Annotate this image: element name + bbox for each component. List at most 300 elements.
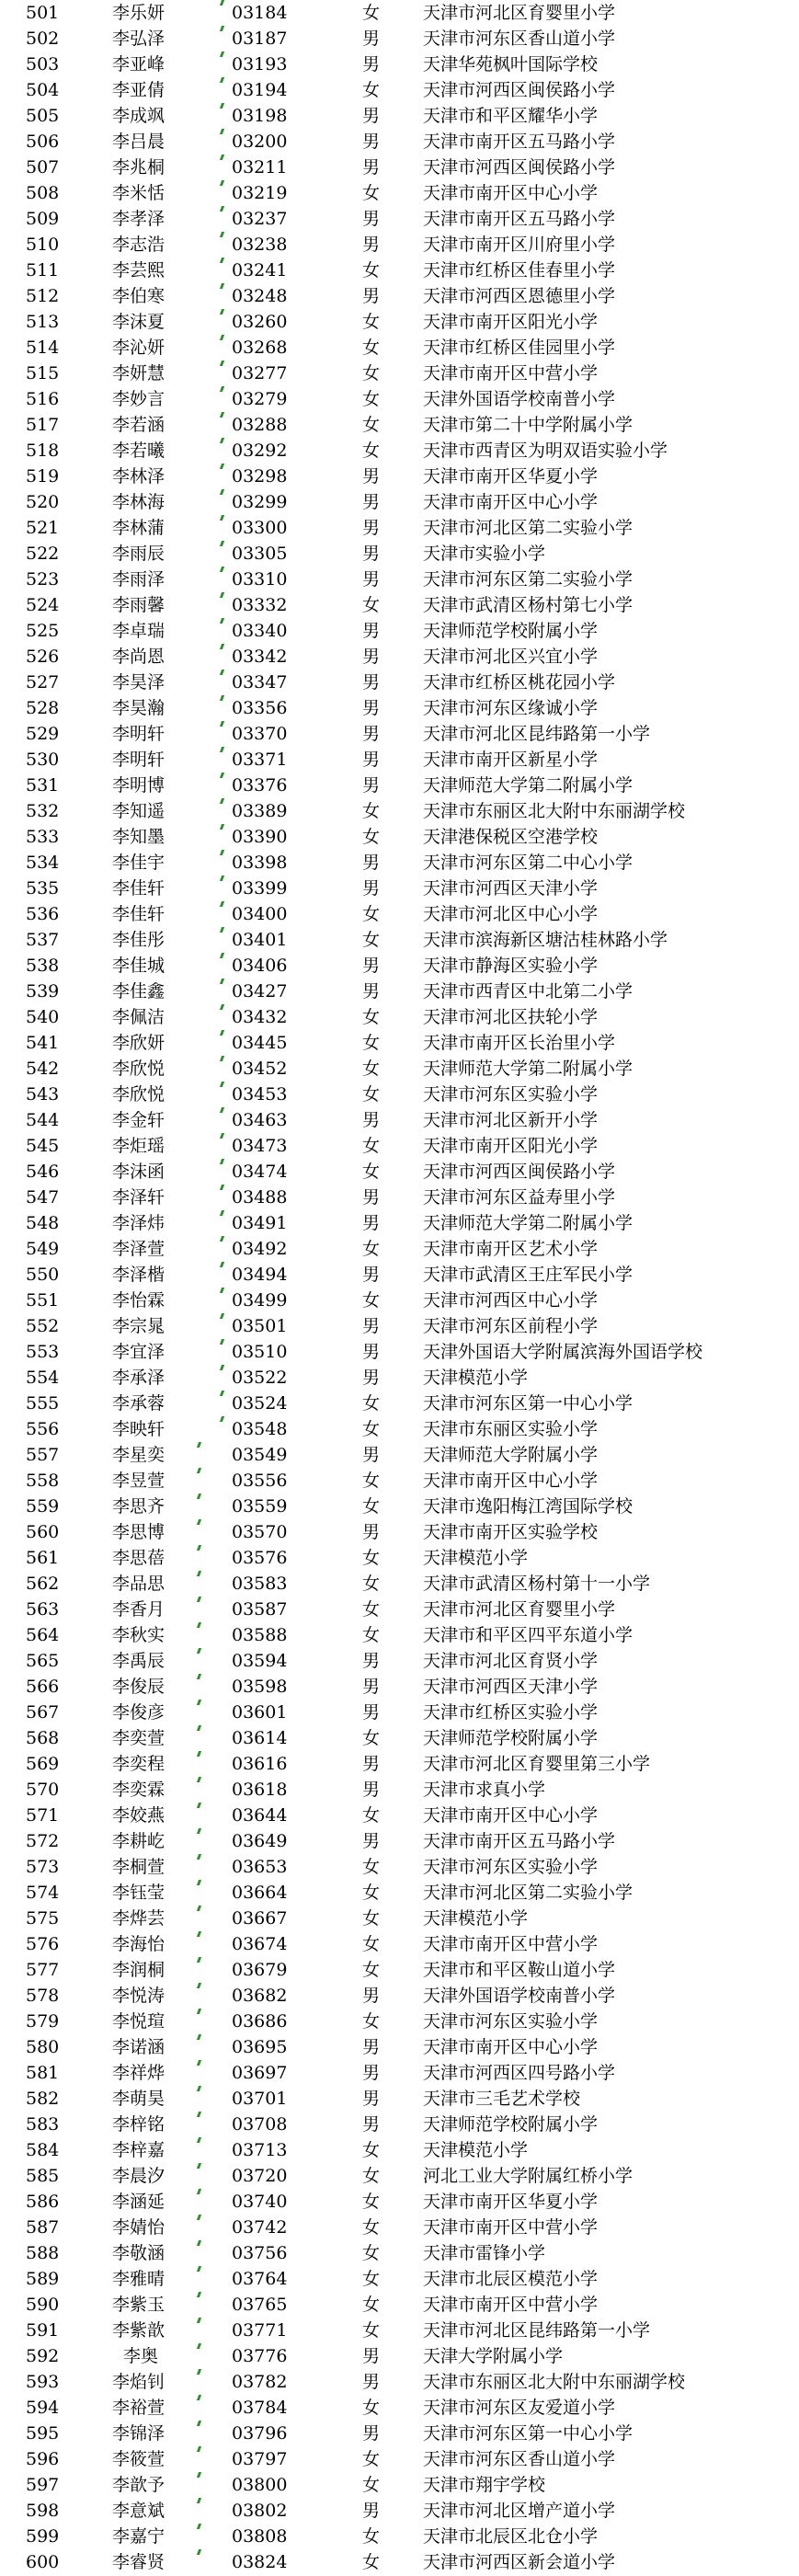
student-name: 李兆桐: [112, 157, 166, 177]
cell-marker-icon: [197, 2369, 201, 2375]
student-name: 李锦泽: [112, 2423, 166, 2444]
student-id: 03300: [232, 518, 288, 538]
table-row: [0, 386, 799, 412]
table-row: [0, 2421, 799, 2446]
student-gender: 女: [362, 2192, 381, 2212]
table-row: [0, 541, 799, 567]
student-id: 03219: [232, 183, 288, 203]
school-name: 天津市武清区杨村第七小学: [423, 595, 633, 615]
student-name: 李妙言: [112, 389, 166, 409]
row-number: 595: [26, 2423, 60, 2444]
school-name: 天津师范大学第二附属小学: [423, 1059, 633, 1079]
table-row: [0, 0, 799, 26]
cell-marker-icon: [220, 979, 224, 984]
cell-marker-icon: [220, 335, 224, 340]
table-row: [0, 876, 799, 901]
school-name: 河北工业大学附属红桥小学: [423, 2166, 633, 2186]
student-gender: 女: [362, 2449, 381, 2469]
row-number: 527: [26, 672, 60, 693]
row-number: 578: [26, 1986, 60, 2006]
school-name: 天津市南开区实验学校: [423, 1522, 599, 1542]
cell-marker-icon: [197, 1442, 201, 1448]
student-id: 03674: [232, 1934, 288, 1954]
table-row: [0, 824, 799, 850]
student-id: 03653: [232, 1857, 288, 1877]
student-gender: 女: [362, 1934, 381, 1954]
student-name: 李意斌: [112, 2501, 166, 2521]
table-row: [0, 2446, 799, 2472]
row-number: 501: [26, 3, 60, 23]
school-name: 天津市南开区阳光小学: [423, 1136, 599, 1156]
cell-marker-icon: [220, 541, 224, 546]
cell-marker-icon: [220, 798, 224, 804]
table-row: [0, 309, 799, 335]
cell-marker-icon: [220, 1339, 224, 1345]
student-name: 李志浩: [112, 235, 166, 255]
table-row: [0, 1751, 799, 1777]
student-name: 李吕晨: [112, 132, 166, 152]
student-name: 李雅晴: [112, 2269, 166, 2289]
row-number: 507: [26, 157, 60, 177]
row-number: 530: [26, 750, 60, 770]
school-name: 天津市南开区中心小学: [423, 2037, 599, 2057]
row-number: 569: [26, 1754, 60, 1774]
row-number: 592: [26, 2346, 60, 2366]
student-name: 李雨辰: [112, 544, 166, 564]
cell-marker-icon: [197, 1906, 201, 1911]
row-number: 561: [26, 1548, 60, 1568]
school-name: 天津市河东区香山道小学: [423, 29, 616, 49]
student-name: 李昊泽: [112, 672, 166, 693]
student-gender: 女: [362, 1162, 381, 1182]
row-number: 535: [26, 878, 60, 899]
student-name: 李卓瑞: [112, 621, 166, 641]
cell-marker-icon: [220, 1313, 224, 1319]
cell-marker-icon: [197, 1957, 201, 1963]
row-number: 541: [26, 1033, 60, 1053]
row-number: 587: [26, 2217, 60, 2238]
student-name: 李思齐: [112, 1496, 166, 1517]
school-name: 天津市河北区兴宜小学: [423, 647, 599, 667]
student-name: 李悦涛: [112, 1986, 166, 2006]
row-number: 511: [26, 260, 60, 280]
cell-marker-icon: [220, 412, 224, 418]
student-gender: 男: [362, 2089, 381, 2109]
row-number: 560: [26, 1522, 60, 1542]
cell-marker-icon: [197, 2009, 201, 2014]
row-number: 572: [26, 1831, 60, 1851]
cell-marker-icon: [197, 2292, 201, 2297]
row-number: 580: [26, 2037, 60, 2057]
student-gender: 男: [362, 544, 381, 564]
cell-marker-icon: [197, 1854, 201, 1860]
table-row: [0, 464, 799, 489]
school-name: 天津市东丽区北大附中东丽湖学校: [423, 2372, 686, 2392]
student-name: 李泽炜: [112, 1213, 166, 1233]
student-gender: 男: [362, 981, 381, 1002]
student-id: 03549: [232, 1445, 288, 1465]
cell-marker-icon: [220, 464, 224, 469]
school-name: 天津市河东区实验小学: [423, 1857, 599, 1877]
student-name: 李睿贤: [112, 2552, 166, 2572]
row-number: 585: [26, 2166, 60, 2186]
row-number: 523: [26, 569, 60, 590]
table-row: [0, 1597, 799, 1622]
table-row: [0, 1725, 799, 1751]
table-row: [0, 180, 799, 206]
table-row: [0, 1391, 799, 1416]
cell-marker-icon: [197, 2060, 201, 2066]
table-row: [0, 1313, 799, 1339]
student-name: 李沫函: [112, 1162, 166, 1182]
student-gender: 女: [362, 2217, 381, 2238]
school-name: 天津市红桥区佳园里小学: [423, 338, 616, 358]
school-name: 天津市河西区四号路小学: [423, 2063, 616, 2083]
cell-marker-icon: [220, 670, 224, 675]
student-gender: 女: [362, 1084, 381, 1105]
student-id: 03288: [232, 415, 288, 435]
student-id: 03193: [232, 54, 288, 74]
school-name: 天津市河东区第二中心小学: [423, 853, 633, 873]
student-gender: 男: [362, 569, 381, 590]
student-id: 03376: [232, 775, 288, 796]
student-gender: 女: [362, 2320, 381, 2341]
student-id: 03491: [232, 1213, 288, 1233]
cell-marker-icon: [220, 1236, 224, 1242]
student-id: 03616: [232, 1754, 288, 1774]
row-number: 546: [26, 1162, 60, 1182]
student-gender: 女: [362, 1393, 381, 1414]
student-id: 03548: [232, 1419, 288, 1439]
student-name: 李祥烨: [112, 2063, 166, 2083]
student-id: 03713: [232, 2140, 288, 2160]
cell-marker-icon: [197, 2240, 201, 2246]
student-name: 李佩洁: [112, 1007, 166, 1027]
student-name: 李宗晁: [112, 1316, 166, 1336]
student-id: 03347: [232, 672, 288, 693]
student-gender: 女: [362, 1625, 381, 1645]
student-id: 03399: [232, 878, 288, 899]
student-gender: 男: [362, 492, 381, 512]
cell-marker-icon: [220, 309, 224, 315]
cell-marker-icon: [220, 232, 224, 237]
student-gender: 男: [362, 1265, 381, 1285]
student-name: 李雨泽: [112, 569, 166, 590]
student-gender: 男: [362, 698, 381, 718]
row-number: 548: [26, 1213, 60, 1233]
cell-marker-icon: [197, 2163, 201, 2169]
student-gender: 男: [362, 1986, 381, 2006]
school-name: 天津师范学校附属小学: [423, 621, 599, 641]
school-name: 天津市河西区闽侯路小学: [423, 1162, 616, 1182]
cell-marker-icon: [197, 2215, 201, 2220]
student-id: 03742: [232, 2217, 288, 2238]
student-name: 李芸熙: [112, 260, 166, 280]
row-number: 559: [26, 1496, 60, 1517]
student-id: 03583: [232, 1574, 288, 1594]
student-name: 李香月: [112, 1599, 166, 1620]
student-id: 03238: [232, 235, 288, 255]
school-name: 天津市南开区中营小学: [423, 363, 599, 384]
student-gender: 男: [362, 1702, 381, 1723]
student-id: 03292: [232, 441, 288, 461]
school-name: 天津市南开区中营小学: [423, 2295, 599, 2315]
school-name: 天津市河北区昆纬路第一小学: [423, 2320, 651, 2341]
student-name: 李桐萱: [112, 1857, 166, 1877]
student-gender: 女: [362, 183, 381, 203]
student-gender: 男: [362, 878, 381, 899]
cell-marker-icon: [220, 1185, 224, 1190]
table-row: [0, 1622, 799, 1648]
student-gender: 男: [362, 235, 381, 255]
student-id: 03587: [232, 1599, 288, 1620]
student-gender: 女: [362, 1033, 381, 1053]
table-row: [0, 2009, 799, 2034]
student-id: 03305: [232, 544, 288, 564]
row-number: 538: [26, 956, 60, 976]
table-row: [0, 2318, 799, 2343]
cell-marker-icon: [197, 1725, 201, 1731]
row-number: 544: [26, 1110, 60, 1130]
student-gender: 女: [362, 1007, 381, 1027]
table-row: [0, 1648, 799, 1674]
student-name: 李林海: [112, 492, 166, 512]
student-id: 03800: [232, 2475, 288, 2495]
school-name: 天津市河北区育贤小学: [423, 1651, 599, 1671]
table-row: [0, 361, 799, 386]
student-gender: 男: [362, 2346, 381, 2366]
row-number: 582: [26, 2089, 60, 2109]
row-number: 550: [26, 1265, 60, 1285]
student-id: 03510: [232, 1342, 288, 1362]
student-name: 李炬瑶: [112, 1136, 166, 1156]
table-row: [0, 1416, 799, 1442]
student-id: 03494: [232, 1265, 288, 1285]
row-number: 510: [26, 235, 60, 255]
table-row: [0, 1288, 799, 1313]
school-name: 天津市河北区育婴里第三小学: [423, 1754, 651, 1774]
cell-marker-icon: [220, 258, 224, 263]
cell-marker-icon: [220, 361, 224, 366]
student-name: 李沫夏: [112, 312, 166, 332]
student-name: 李佳轩: [112, 878, 166, 899]
student-name: 李米恬: [112, 183, 166, 203]
cell-marker-icon: [197, 2395, 201, 2400]
cell-marker-icon: [197, 1648, 201, 1654]
school-name: 天津市东丽区实验小学: [423, 1419, 599, 1439]
student-gender: 女: [362, 2526, 381, 2547]
student-id: 03371: [232, 750, 288, 770]
row-number: 521: [26, 518, 60, 538]
table-row: [0, 2034, 799, 2060]
row-number: 526: [26, 647, 60, 667]
student-gender: 男: [362, 518, 381, 538]
table-row: [0, 2266, 799, 2292]
row-number: 594: [26, 2398, 60, 2418]
student-id: 03499: [232, 1290, 288, 1311]
student-id: 03776: [232, 2346, 288, 2366]
row-number: 596: [26, 2449, 60, 2469]
school-name: 天津外国语学校南普小学: [423, 1986, 616, 2006]
cell-marker-icon: [197, 1751, 201, 1757]
student-gender: 女: [362, 1136, 381, 1156]
student-gender: 女: [362, 2140, 381, 2160]
row-number: 571: [26, 1805, 60, 1826]
student-gender: 女: [362, 2295, 381, 2315]
row-number: 533: [26, 827, 60, 847]
student-gender: 女: [362, 1883, 381, 1903]
cell-marker-icon: [197, 1519, 201, 1525]
cell-marker-icon: [220, 773, 224, 778]
row-number: 549: [26, 1239, 60, 1259]
school-name: 天津市河东区第二实验小学: [423, 569, 633, 590]
cell-marker-icon: [220, 695, 224, 701]
cell-marker-icon: [197, 2112, 201, 2117]
student-name: 李沁妍: [112, 338, 166, 358]
student-name: 李若曦: [112, 441, 166, 461]
student-name: 李雨馨: [112, 595, 166, 615]
row-number: 574: [26, 1883, 60, 1903]
school-name: 天津市南开区中心小学: [423, 183, 599, 203]
student-id: 03720: [232, 2166, 288, 2186]
student-id: 03427: [232, 981, 288, 1002]
table-row: [0, 283, 799, 309]
student-id: 03198: [232, 106, 288, 126]
table-row: [0, 773, 799, 798]
student-id: 03644: [232, 1805, 288, 1826]
row-number: 543: [26, 1084, 60, 1105]
row-number: 564: [26, 1625, 60, 1645]
table-row: [0, 52, 799, 77]
table-row: [0, 798, 799, 824]
school-name: 天津外国语大学附属滨海外国语学校: [423, 1342, 703, 1362]
table-row: [0, 1262, 799, 1288]
student-name: 李钰莹: [112, 1883, 166, 1903]
row-number: 519: [26, 466, 60, 487]
row-number: 553: [26, 1342, 60, 1362]
row-number: 597: [26, 2475, 60, 2495]
student-id: 03432: [232, 1007, 288, 1027]
row-number: 584: [26, 2140, 60, 2160]
cell-marker-icon: [220, 206, 224, 212]
school-name: 天津市雷锋小学: [423, 2243, 546, 2263]
row-number: 591: [26, 2320, 60, 2341]
student-name: 李妍慧: [112, 363, 166, 384]
student-gender: 男: [362, 132, 381, 152]
student-id: 03299: [232, 492, 288, 512]
school-name: 天津市南开区中心小学: [423, 1805, 599, 1826]
cell-marker-icon: [220, 103, 224, 109]
student-id: 03492: [232, 1239, 288, 1259]
school-name: 天津市武清区杨村第十一小学: [423, 1574, 651, 1594]
row-number: 540: [26, 1007, 60, 1027]
row-number: 517: [26, 415, 60, 435]
cell-marker-icon: [197, 2137, 201, 2143]
student-gender: 女: [362, 1960, 381, 1980]
student-gender: 女: [362, 827, 381, 847]
student-gender: 男: [362, 1342, 381, 1362]
row-number: 568: [26, 1728, 60, 1748]
cell-marker-icon: [220, 824, 224, 830]
row-number: 516: [26, 389, 60, 409]
student-gender: 女: [362, 904, 381, 924]
student-id: 03782: [232, 2372, 288, 2392]
cell-marker-icon: [197, 2034, 201, 2040]
table-row: [0, 1133, 799, 1159]
cell-marker-icon: [197, 2549, 201, 2555]
school-name: 天津市南开区川府里小学: [423, 235, 616, 255]
row-number: 575: [26, 1908, 60, 1929]
student-id: 03771: [232, 2320, 288, 2341]
student-gender: 男: [362, 29, 381, 49]
student-id: 03400: [232, 904, 288, 924]
student-id: 03740: [232, 2192, 288, 2212]
row-number: 529: [26, 724, 60, 744]
student-gender: 女: [362, 1599, 381, 1620]
row-number: 565: [26, 1651, 60, 1671]
cell-marker-icon: [197, 2421, 201, 2426]
student-id: 03588: [232, 1625, 288, 1645]
student-gender: 男: [362, 956, 381, 976]
school-name: 天津市南开区中心小学: [423, 1471, 599, 1491]
table-row: [0, 1957, 799, 1983]
student-name: 李梓嘉: [112, 2140, 166, 2160]
student-id: 03406: [232, 956, 288, 976]
student-gender: 女: [362, 2243, 381, 2263]
student-name: 李佳宇: [112, 853, 166, 873]
student-name: 李奥: [123, 2346, 159, 2366]
table-row: [0, 618, 799, 644]
student-id: 03522: [232, 1368, 288, 1388]
student-name: 李承蓉: [112, 1393, 166, 1414]
student-id: 03618: [232, 1780, 288, 1800]
cell-marker-icon: [197, 1494, 201, 1499]
school-name: 天津市武清区王庄军民小学: [423, 1265, 633, 1285]
school-name: 天津市求真小学: [423, 1780, 546, 1800]
table-row: [0, 2086, 799, 2112]
student-gender: 女: [362, 1574, 381, 1594]
student-id: 03796: [232, 2423, 288, 2444]
student-id: 03211: [232, 157, 288, 177]
student-id: 03390: [232, 827, 288, 847]
table-row: [0, 489, 799, 515]
table-row: [0, 2137, 799, 2163]
table-row: [0, 1159, 799, 1185]
cell-marker-icon: [197, 1597, 201, 1602]
cell-marker-icon: [220, 1416, 224, 1422]
student-id: 03237: [232, 209, 288, 229]
row-number: 542: [26, 1059, 60, 1079]
cell-marker-icon: [197, 1468, 201, 1473]
student-gender: 女: [362, 2269, 381, 2289]
table-row: [0, 1571, 799, 1597]
student-id: 03248: [232, 286, 288, 306]
table-row: [0, 26, 799, 52]
school-name: 天津市实验小学: [423, 544, 546, 564]
student-gender: 男: [362, 466, 381, 487]
student-name: 李姣燕: [112, 1805, 166, 1826]
student-id: 03260: [232, 312, 288, 332]
student-gender: 女: [362, 801, 381, 821]
school-name: 天津市红桥区实验小学: [423, 1702, 599, 1723]
student-name: 李禹辰: [112, 1651, 166, 1671]
student-name: 李敬涵: [112, 2243, 166, 2263]
student-gender: 男: [362, 1754, 381, 1774]
student-id: 03697: [232, 2063, 288, 2083]
row-number: 556: [26, 1419, 60, 1439]
table-row: [0, 1185, 799, 1210]
cell-marker-icon: [220, 26, 224, 31]
